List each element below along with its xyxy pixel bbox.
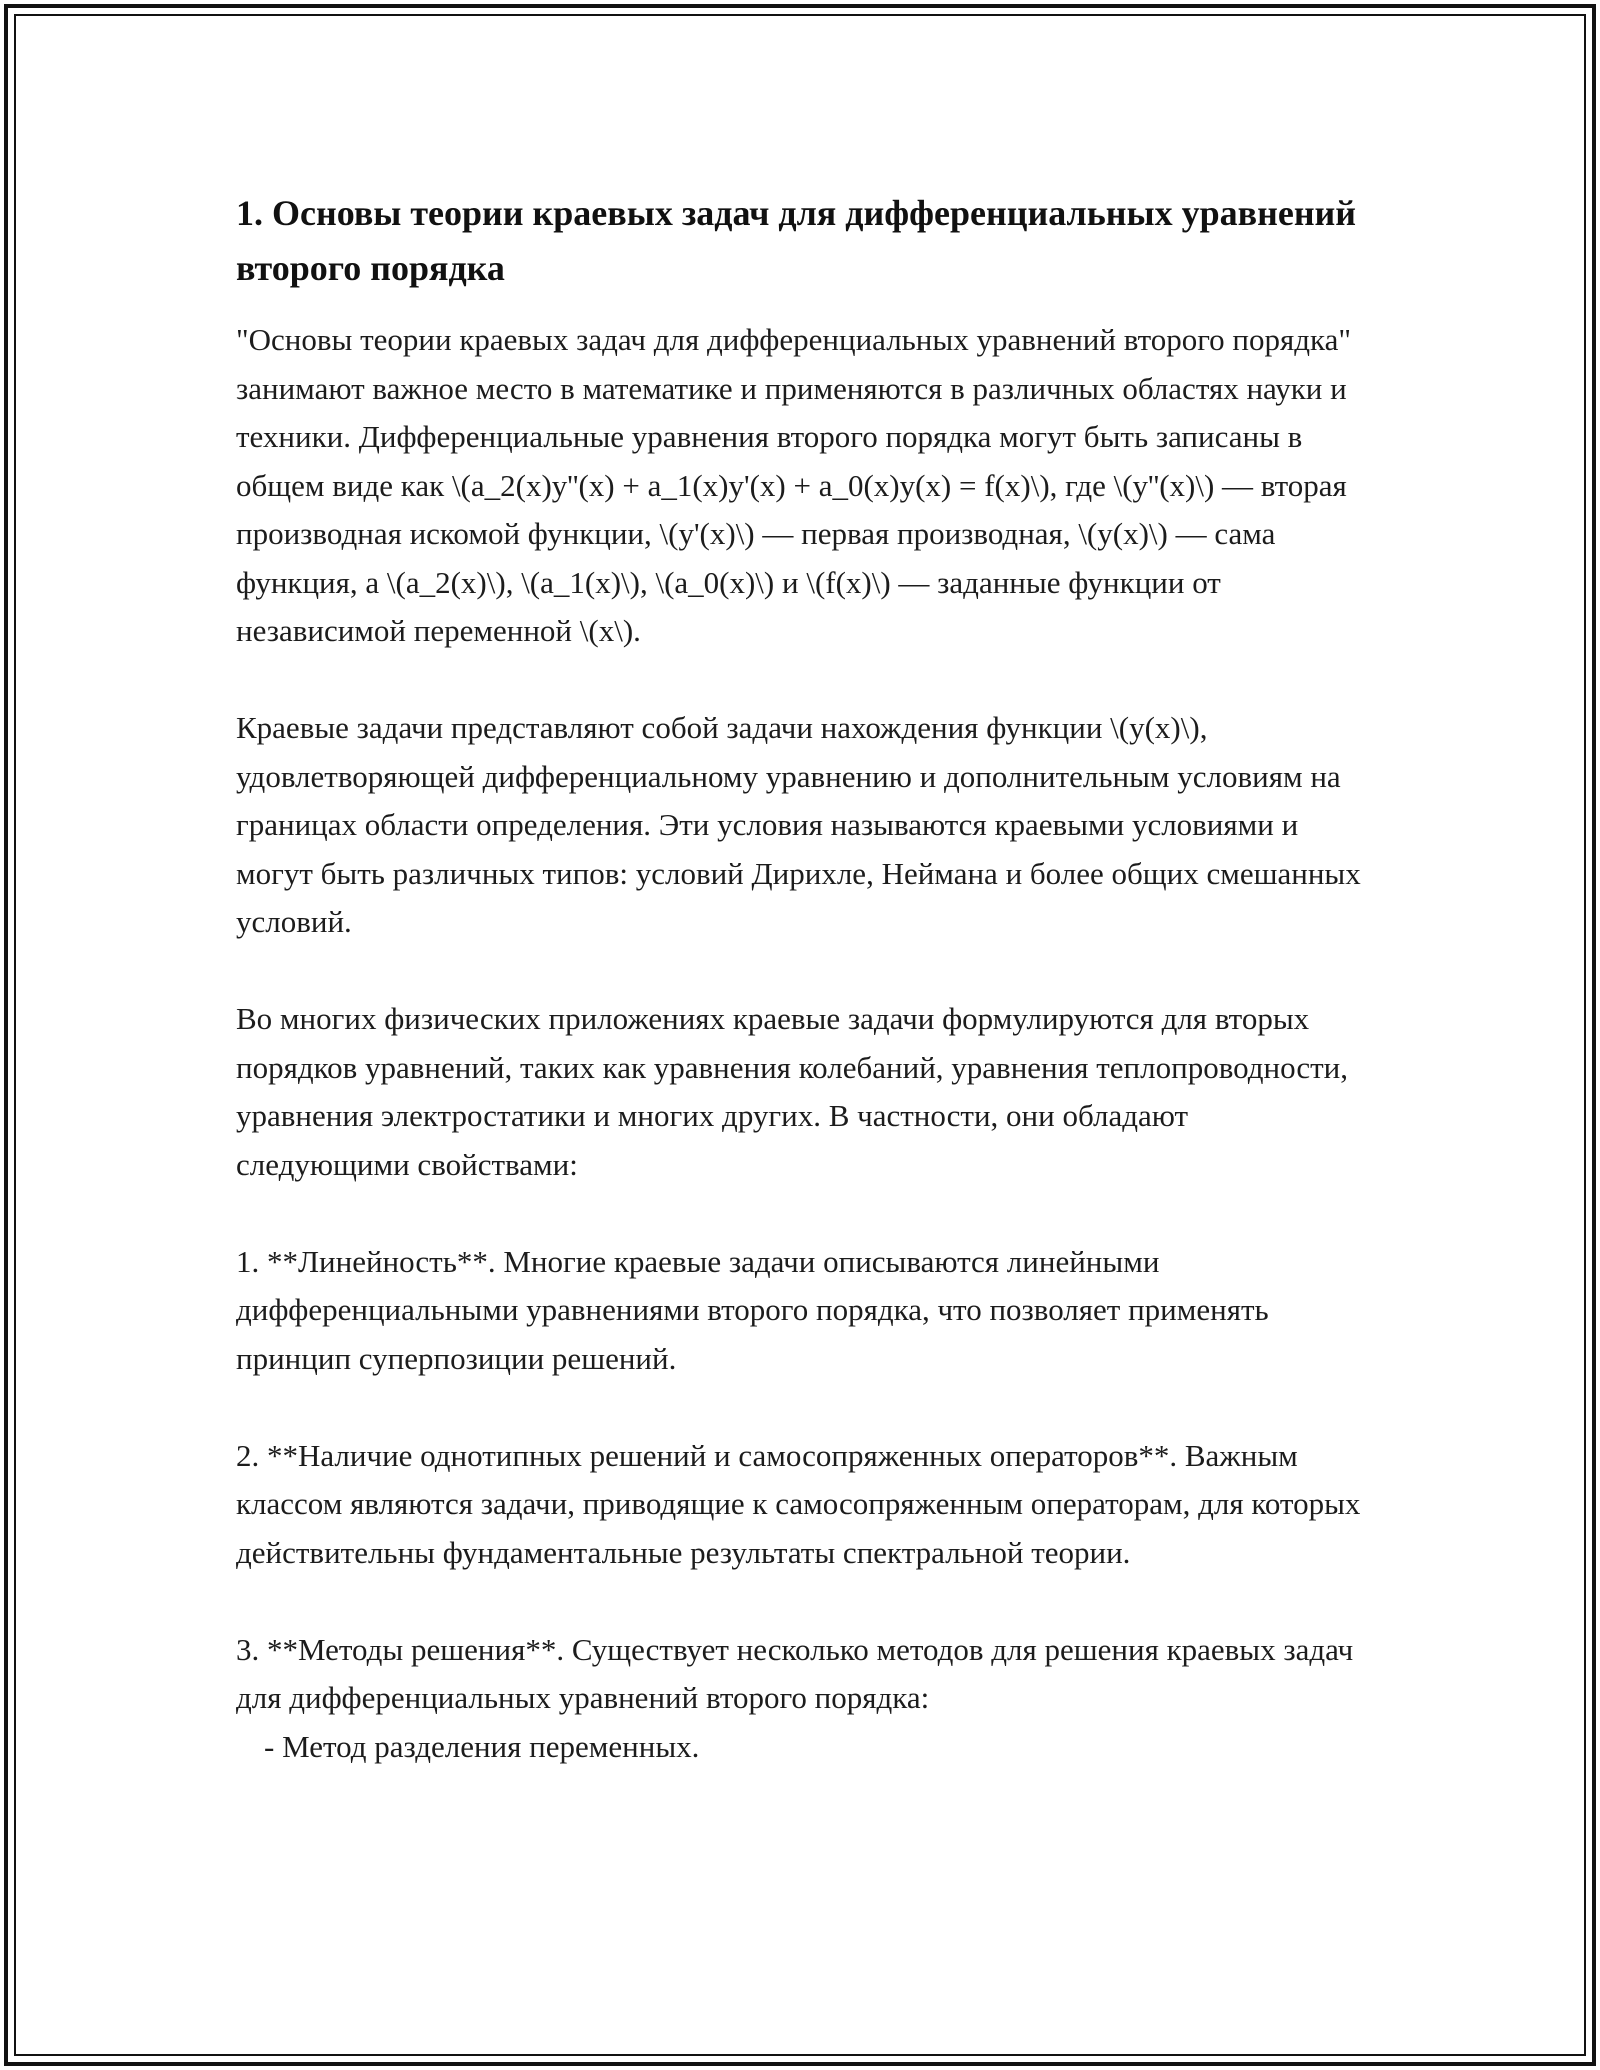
list-item-methods — [236, 1626, 1366, 1772]
list-item-self-adjoint: 2. **Наличие однотипных решений и самосопряженных операторов**. Важным классом являются задачи, приводящие к самосопряженным операторам, для которых действительны фундаментальные результаты спектральной теории. — [236, 1437, 1369, 1570]
sub-item-separation-of-variables: - Метод разделения переменных. — [264, 1728, 700, 1764]
paragraph-physical-applications: Во многих физических приложениях краевые задачи формулируются для вторых порядков уравнений, таких как уравнения колебаний, уравнения теплопроводности, уравнения электростатики и многих других. В частности, они обладают следующими свойствами: — [236, 1001, 1356, 1182]
document-body — [236, 186, 1369, 1771]
document-title: 1. Основы теории краевых задач для дифференциальных уравнений второго порядка — [236, 193, 1357, 288]
list-item-methods-text: 3. **Методы решения**. Существует несколько методов для решения краевых задач для дифференциальных уравнений второго порядка: — [236, 1631, 1362, 1715]
paragraph-intro: "Основы теории краевых задач для дифференциальных уравнений второго порядка" занимают важное место в математике и применяются в различных областях науки и техники. Дифференциальные уравнения второго порядка могут быть записаны в общем виде как \(a_2(x)y''(x) + a_1(x)y'(x) + a_0(x)y(x) = f(x)\), где \(y''(x)\) — вторая производная искомой функции, \(y'(x)\) — первая производная, \(y(x)\) — сама функция, а \(a_2(x)\), \(a_1(x)\), \(a_0(x)\) и \(f(x)\) — заданные функции от независимой переменной \(x\). — [236, 322, 1359, 648]
list-item-linearity: 1. **Линейность**. Многие краевые задачи описываются линейными дифференциальными уравнениями второго порядка, что позволяет применять принцип суперпозиции решений. — [236, 1243, 1277, 1376]
paragraph-boundary-problems: Краевые задачи представляют собой задачи нахождения функции \(y(x)\), удовлетворяющей дифференциальному уравнению и дополнительным условиям на границах области определения. Эти условия называются краевыми условиями и могут быть различных типов: условий Дирихле, Неймана и более общих смешанных условий. — [236, 710, 1369, 939]
